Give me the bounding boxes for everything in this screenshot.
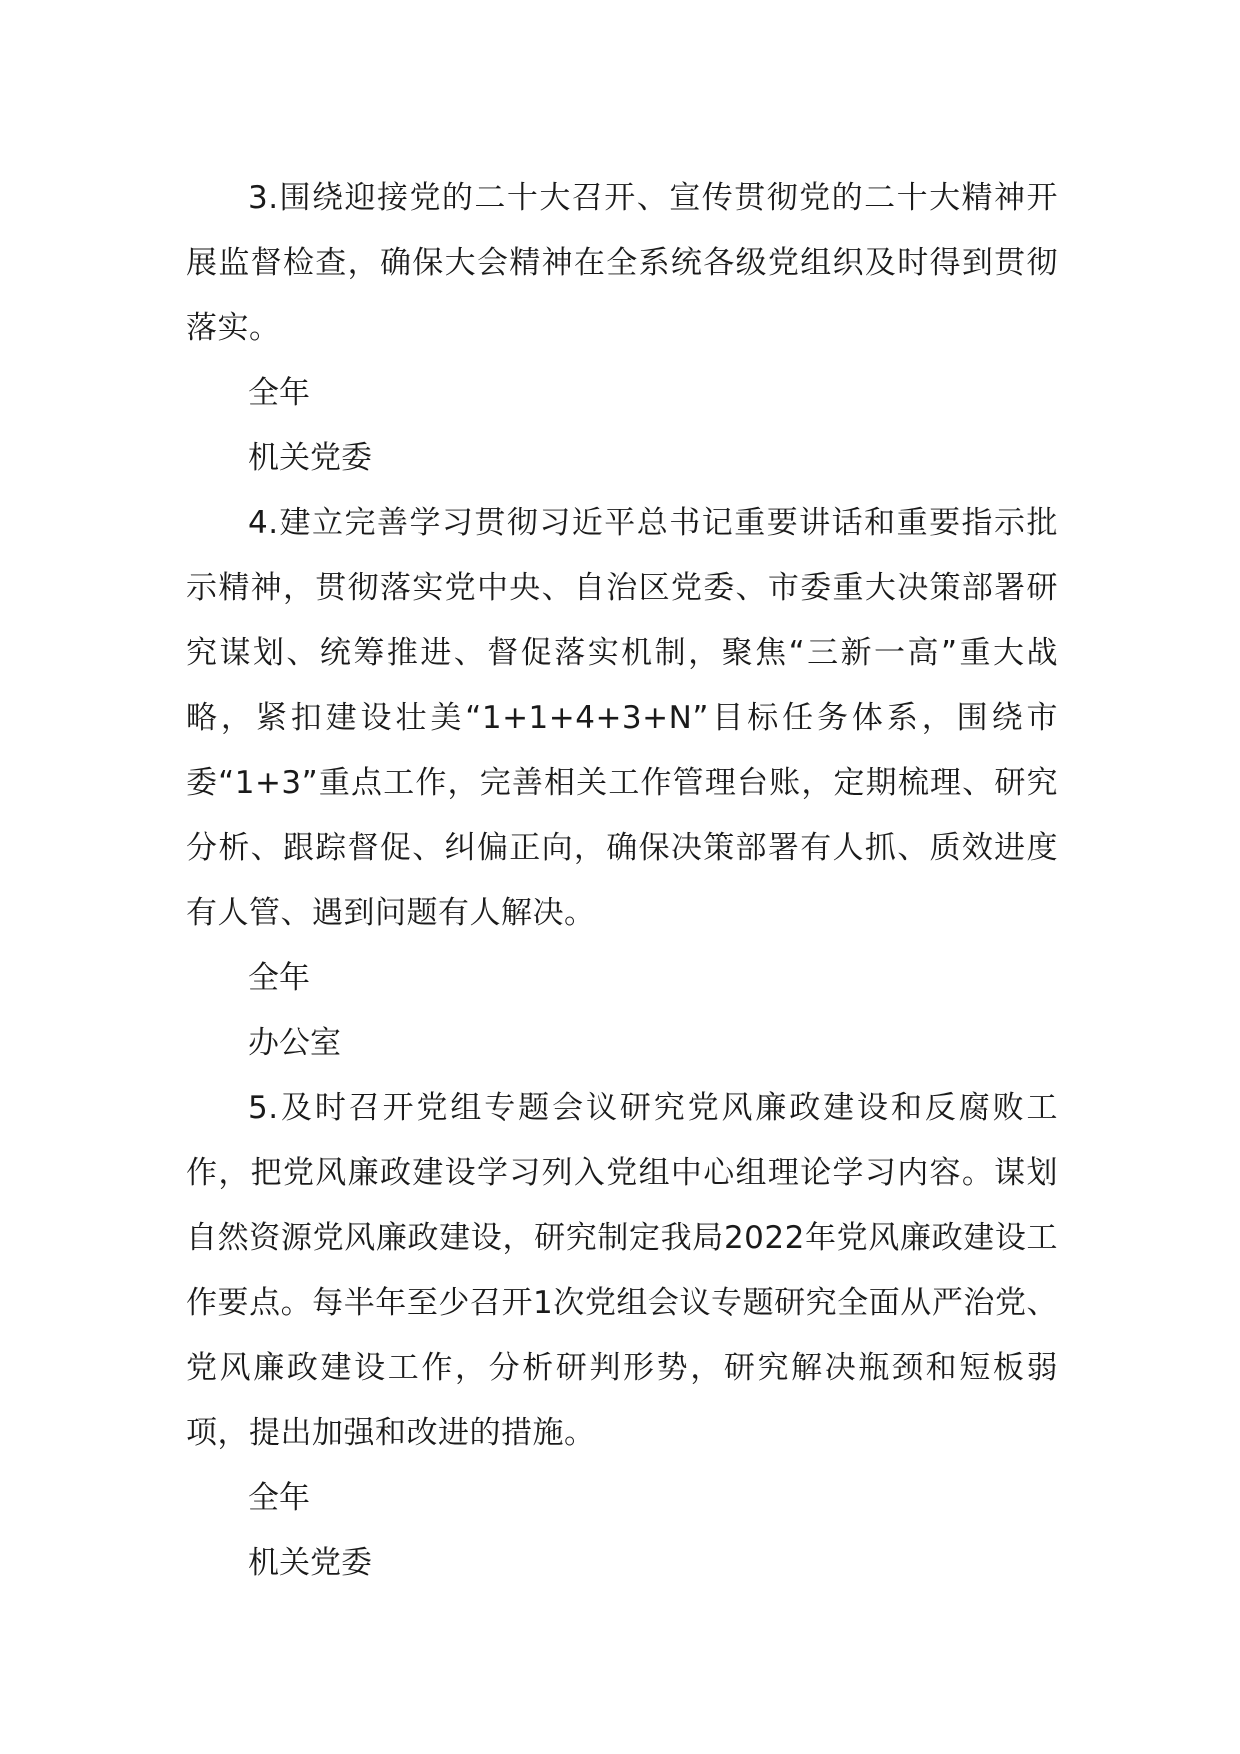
item-5-period: 全年	[248, 1480, 310, 1516]
item-5-text: 5.及时召开党组专题会议研究党风廉政建设和反腐败工作，把党风廉政建设学习列入党组中心组理论学习内容。谋划自然资源党风廉政建设，研究制定我局2022年党风廉政建设工作要点。每半年至少召开1次党组会议专题研究全面从严治党、党风廉政建设工作，分析研判形势，研究解决瓶颈和短板弱项，提出加强和改进的措施。	[186, 1090, 1058, 1451]
item-4-period: 全年	[248, 960, 310, 996]
item-5-department: 机关党委	[248, 1545, 372, 1581]
item-4-department: 办公室	[248, 1025, 341, 1061]
item-3-department: 机关党委	[248, 440, 372, 476]
item-3-period: 全年	[248, 375, 310, 411]
item-4-text: 4.建立完善学习贯彻习近平总书记重要讲话和重要指示批示精神，贯彻落实党中央、自治区党委、市委重大决策部署研究谋划、统筹推进、督促落实机制，聚焦“三新一高”重大战略，紧扣建设壮美“1+1+4+3+N”目标任务体系，围绕市委“1+3”重点工作，完善相关工作管理台账，定期梳理、研究分析、跟踪督促、纠偏正向，确保决策部署有人抓、质效进度有人管、遇到问题有人解决。	[186, 505, 1058, 931]
document-body	[186, 166, 1058, 1596]
item-3-text: 3.围绕迎接党的二十大召开、宣传贯彻党的二十大精神开展监督检查，确保大会精神在全系统各级党组织及时得到贯彻落实。	[186, 180, 1058, 346]
